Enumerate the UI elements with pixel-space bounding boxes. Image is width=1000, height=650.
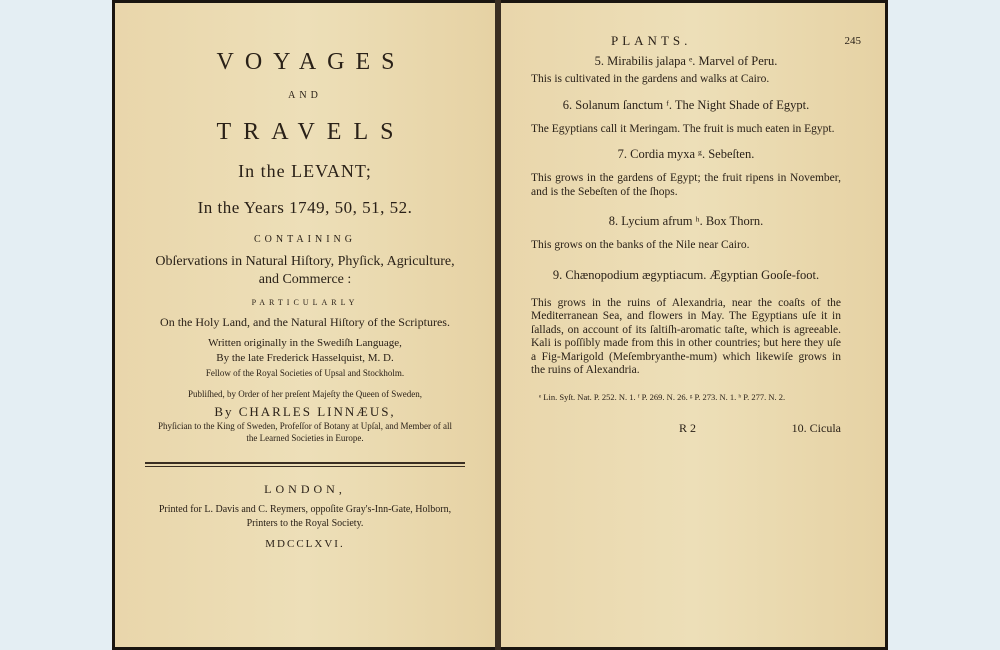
double-rule [145, 462, 465, 467]
entry-title: 7. Cordia myxa ᵍ. Sebeſten. [617, 147, 755, 161]
written-text: Written originally in the Swediſh Language, [208, 337, 402, 349]
entry-title: 8. Lycium afrum ʰ. Box Thorn. [608, 214, 764, 228]
book-spread [112, 0, 888, 650]
published-line: Publiſhed, by Order of her preſent Majeſty the Queen of Sweden, [188, 389, 422, 399]
entry-body: This grows in the gardens of Egypt; the fruit ripens in November, and is the Sebeſten of the ſhops. [531, 172, 841, 198]
title-and: AND [288, 90, 322, 101]
signature-mark: R 2 [679, 420, 697, 435]
page-footer [531, 421, 841, 441]
plant-entry [531, 213, 841, 253]
footnotes: ᵉ Lin. Syſt. Nat. P. 252. N. 1. ᶠ P. 269. N. 26. ᵍ P. 273. N. 1. ʰ P. 277. N. 2. [539, 391, 786, 402]
plant-entry [531, 53, 841, 87]
entry-title: 6. Solanum ſanctum ᶠ. The Night Shade of Egypt. [562, 97, 810, 112]
particularly-label: PARTICULARLY [251, 298, 359, 307]
author-line: By the late Frederick Hasselquist, M. D. [216, 352, 394, 364]
title-page [115, 3, 495, 647]
observations-text: Obſervations in Natural Hiſtory, Phyſick, Agriculture, and Commerce : [155, 254, 455, 287]
holy-land-text: On the Holy Land, and the Natural Hiſtory of the Scriptures. [160, 315, 450, 329]
text-page [501, 3, 885, 647]
title-years: In the Years 1749, 50, 51, 52. [197, 198, 413, 217]
entry-body: The Egyptians call it Meringam. The fruit is much eaten in Egypt. [531, 122, 835, 135]
editor-line: By CHARLES LINNÆUS, [214, 404, 396, 419]
containing-label: CONTAINING [254, 234, 356, 245]
entry-title: 5. Mirabilis jalapa ᵉ. Marvel of Peru. [594, 54, 778, 68]
entry-body: This grows on the banks of the Nile near Cairo. [531, 239, 750, 251]
title-levant: In the LEVANT; [238, 161, 372, 181]
imprint-city: LONDON, [264, 482, 346, 496]
catchword: 10. Cicula [791, 420, 841, 435]
title-travels: TRAVELS [216, 119, 406, 145]
entry-body: This is cultivated in the gardens and walks at Cairo. [531, 73, 770, 85]
imprint-printer: Printed for L. Davis and C. Reymers, oppoſite Gray's-Inn-Gate, Holborn, Printers to the Royal Society. [158, 504, 452, 529]
plant-entry [531, 146, 841, 199]
page-number: 245 [844, 35, 861, 47]
title-voyages: VOYAGES [216, 49, 406, 75]
running-head [531, 33, 861, 53]
plant-entry [531, 267, 841, 378]
plant-entry [531, 97, 841, 137]
fellow-line: Fellow of the Royal Societies of Upsal and Stockholm. [205, 368, 405, 378]
running-title: PLANTS. [611, 33, 692, 48]
entry-body: This grows in the ruins of Alexandria, near the coaſts of the Mediterranean Sea, and flowers in May. The Egyptians uſe it in ſallads, on account of its ſaltiſh-aromatic taſte, which is agreeable. Kali is poſſibly made from this in other countries; but here they uſe a Fig-Marigold (Meſembryanthe-mum) which likewiſe grows in the ruins of Alexandria. [531, 296, 841, 376]
imprint-year: MDCCLXVI. [265, 538, 345, 550]
entry-title: 9. Chænopodium ægyptiacum. Ægyptian Gooſe-foot. [552, 267, 820, 282]
physician-line: Phyſician to the King of Sweden, Profeſſor of Botany at Upſal, and Member of all the Learned Societies in Europe. [158, 421, 452, 443]
